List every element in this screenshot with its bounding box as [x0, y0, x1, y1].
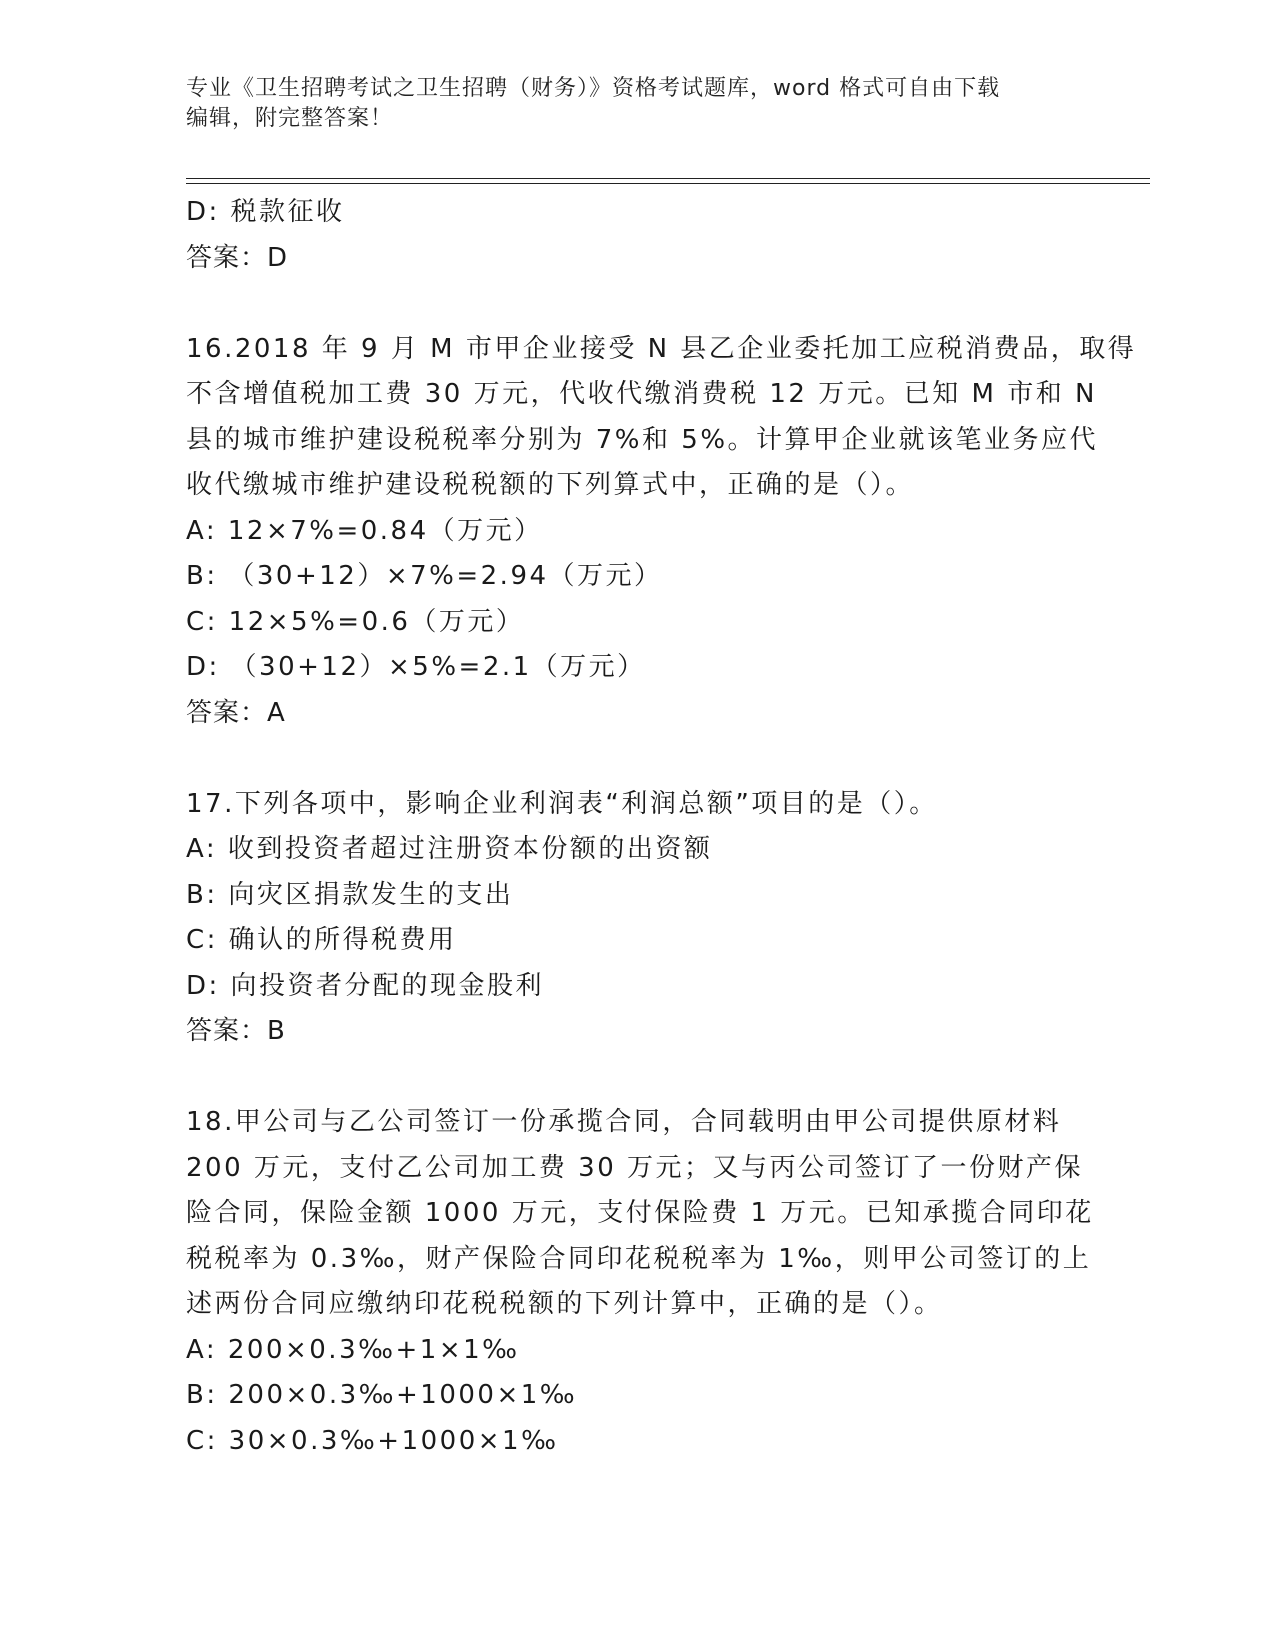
question-content	[186, 190, 1137, 1464]
header-divider-top	[186, 178, 1150, 179]
header-divider-bottom	[186, 183, 1150, 184]
q18-stem-line: 述两份合同应缴纳印花税税额的下列计算中，正确的是（）。	[186, 1289, 943, 1319]
q17-option-d: D: 向投资者分配的现金股利	[186, 970, 545, 1001]
question-spacer	[186, 736, 1086, 782]
q17-option-a: A: 收到投资者超过注册资本份额的出资额	[186, 834, 713, 864]
q18-option-a: A: 200×0.3‰+1×1‰	[186, 1334, 520, 1365]
q17-option-b: B: 向灾区捐款发生的支出	[186, 879, 514, 910]
q17-block	[186, 782, 1086, 1055]
q16-option-c: C: 12×5%=0.6（万元）	[186, 606, 525, 637]
q15-option-d: D: 税款征收	[186, 197, 345, 227]
question-spacer	[186, 281, 1086, 327]
q18-option-b: B: 200×0.3‰+1000×1‰	[186, 1380, 578, 1410]
q16-answer: 答案：A	[186, 697, 286, 728]
q18-option-c: C: 30×0.3‰+1000×1‰	[186, 1425, 559, 1456]
header-line-2: 编辑，附完整答案！	[186, 106, 394, 131]
q18-block	[186, 1100, 1094, 1464]
q17-option-c: C: 确认的所得税费用	[186, 925, 457, 955]
question-spacer	[186, 1055, 1086, 1101]
q18-stem-line: 税税率为 0.3‰，财产保险合同印花税税率为 1‰，则甲公司签订的上	[186, 1243, 1092, 1274]
q16-option-a: A: 12×7%=0.84（万元）	[186, 515, 543, 546]
q18-stem-line: 18.甲公司与乙公司签订一份承揽合同，合同载明由甲公司提供原材料	[186, 1107, 1062, 1137]
q17-stem-line: 17.下列各项中，影响企业利润表“利润总额”项目的是（）。	[186, 788, 938, 819]
q16-option-d: D: （30+12）×5%=2.1（万元）	[186, 652, 646, 682]
q16-stem-line: 16.2018 年 9 月 M 市甲企业接受 N 县乙企业委托加工应税消费品，取得	[186, 333, 1137, 364]
page-header	[186, 74, 1086, 134]
q15-answer: 答案：D	[186, 242, 289, 273]
q18-stem-line: 200 万元，支付乙公司加工费 30 万元；又与丙公司签订了一份财产保	[186, 1152, 1084, 1183]
header-line-1: 专业《卫生招聘考试之卫生招聘（财务）》资格考试题库，word 格式可自由下载	[186, 76, 1001, 101]
q18-stem-line: 险合同，保险金额 1000 万元，支付保险费 1 万元。已知承揽合同印花	[186, 1198, 1094, 1228]
q16-block	[186, 327, 1137, 737]
q16-stem-line: 县的城市维护建设税税率分别为 7%和 5%。计算甲企业就该笔业务应代	[186, 424, 1099, 455]
q16-stem-line: 不含增值税加工费 30 万元，代收代缴消费税 12 万元。已知 M 市和 N	[186, 379, 1097, 409]
q16-stem-line: 收代缴城市维护建设税税额的下列算式中，正确的是（）。	[186, 470, 915, 500]
q17-answer: 答案：B	[186, 1016, 286, 1046]
q16-option-b: B: （30+12）×7%=2.94（万元）	[186, 561, 663, 591]
